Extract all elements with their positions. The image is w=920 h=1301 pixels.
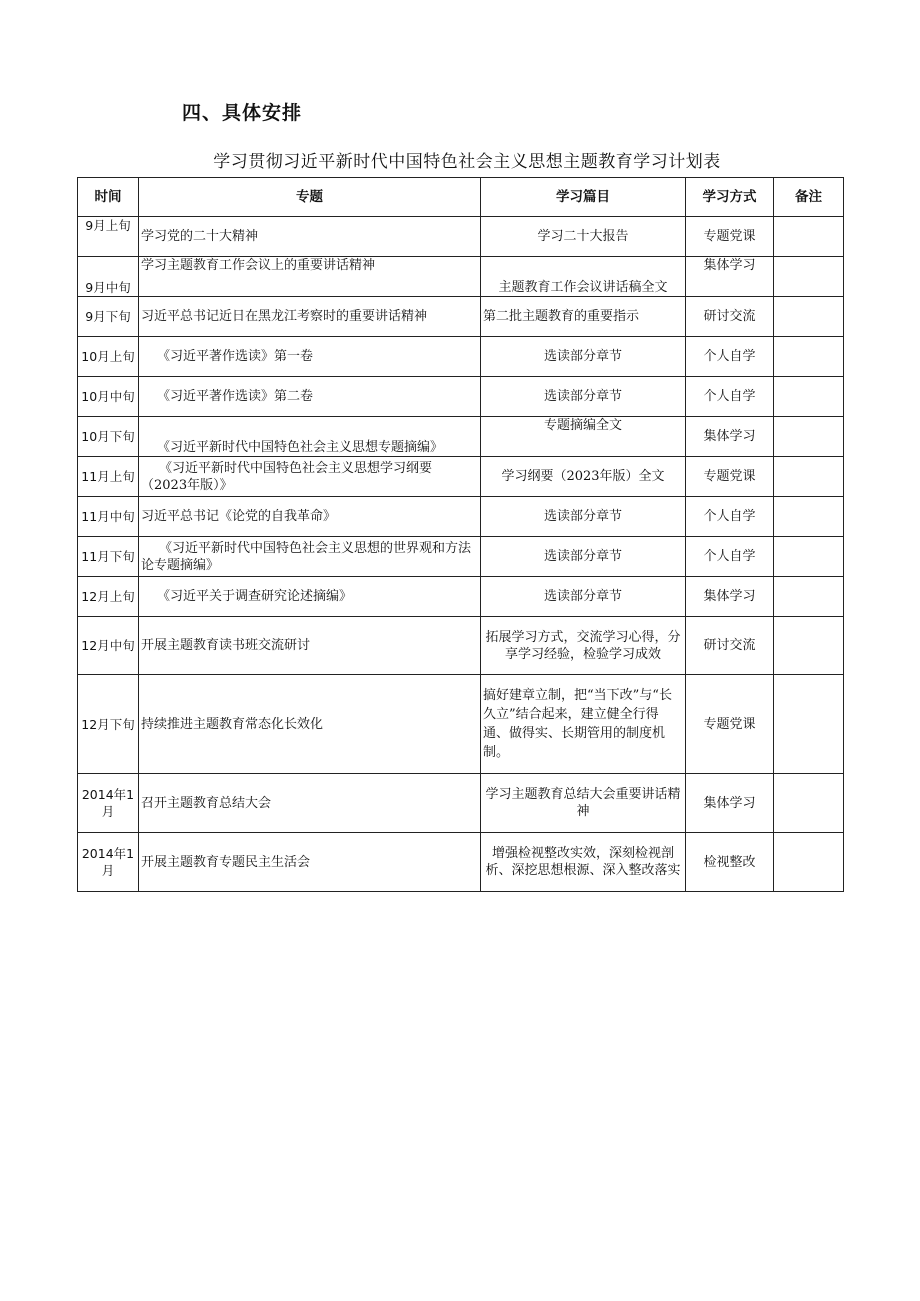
article-cell: 学习纲要（2023年版）全文 [481, 457, 686, 497]
mode-cell: 个人自学 [686, 377, 774, 417]
mode-cell: 研讨交流 [686, 297, 774, 337]
topic-cell: 《习近平著作选读》第二卷 [139, 377, 481, 417]
article-cell: 选读部分章节 [481, 497, 686, 537]
col-header-article: 学习篇目 [481, 178, 686, 217]
topic-cell: 习近平总书记近日在黑龙江考察时的重要讲话精神 [139, 297, 481, 337]
topic-cell: 《习近平关于调查研究论述摘编》 [139, 577, 481, 617]
mode-cell: 专题党课 [686, 675, 774, 774]
mode-cell: 集体学习 [686, 417, 774, 457]
note-cell [774, 297, 844, 337]
topic-cell: 持续推进主题教育常态化长效化 [139, 675, 481, 774]
table-header-row [78, 178, 844, 217]
note-cell [774, 617, 844, 675]
table-row [78, 217, 844, 257]
topic-cell: 《习近平新时代中国特色社会主义思想学习纲要（2023年版）》 [139, 457, 481, 497]
note-cell [774, 417, 844, 457]
table-row [78, 774, 844, 833]
table-row [78, 337, 844, 377]
time-cell: 10月中旬 [78, 377, 139, 417]
time-cell: 11月下旬 [78, 537, 139, 577]
table-row [78, 833, 844, 892]
section-heading: 四、具体安排 [182, 102, 303, 124]
article-cell: 专题摘编全文 [481, 417, 686, 457]
table-row [78, 617, 844, 675]
topic-cell: 《习近平著作选读》第一卷 [139, 337, 481, 377]
time-cell: 2014年1月 [78, 774, 139, 833]
article-cell: 主题教育工作会议讲话稿全文 [481, 257, 686, 297]
time-cell: 9月上旬 [78, 217, 139, 257]
time-cell: 11月中旬 [78, 497, 139, 537]
time-cell: 11月上旬 [78, 457, 139, 497]
article-cell: 第二批主题教育的重要指示 [481, 297, 686, 337]
time-cell: 9月下旬 [78, 297, 139, 337]
note-cell [774, 497, 844, 537]
article-cell: 增强检视整改实效，深刻检视剖析、深挖思想根源、深入整改落实 [481, 833, 686, 892]
mode-cell: 个人自学 [686, 537, 774, 577]
note-cell [774, 675, 844, 774]
table-row [78, 297, 844, 337]
article-cell: 搞好建章立制，把“当下改”与“长久立”结合起来，建立健全行得通、做得实、长期管用的制度机制。 [481, 675, 686, 774]
mode-cell: 检视整改 [686, 833, 774, 892]
article-cell: 选读部分章节 [481, 337, 686, 377]
note-cell [774, 537, 844, 577]
table-row [78, 257, 844, 297]
topic-cell: 《习近平新时代中国特色社会主义思想的世界观和方法论专题摘编》 [139, 537, 481, 577]
col-header-time: 时间 [78, 178, 139, 217]
topic-cell: 习近平总书记《论党的自我革命》 [139, 497, 481, 537]
table-row [78, 417, 844, 457]
note-cell [774, 774, 844, 833]
article-cell: 选读部分章节 [481, 537, 686, 577]
topic-cell: 《习近平新时代中国特色社会主义思想专题摘编》 [139, 417, 481, 457]
mode-cell: 集体学习 [686, 577, 774, 617]
article-cell: 选读部分章节 [481, 577, 686, 617]
mode-cell: 专题党课 [686, 457, 774, 497]
mode-cell: 专题党课 [686, 217, 774, 257]
mode-cell: 个人自学 [686, 337, 774, 377]
note-cell [774, 577, 844, 617]
article-cell: 选读部分章节 [481, 377, 686, 417]
topic-cell: 召开主题教育总结大会 [139, 774, 481, 833]
time-cell: 2014年1月 [78, 833, 139, 892]
study-plan-table [77, 177, 844, 892]
note-cell [774, 217, 844, 257]
topic-cell: 学习主题教育工作会议上的重要讲话精神 [139, 257, 481, 297]
note-cell [774, 833, 844, 892]
table-row [78, 577, 844, 617]
time-cell: 12月上旬 [78, 577, 139, 617]
time-cell: 10月下旬 [78, 417, 139, 457]
table-row [78, 377, 844, 417]
note-cell [774, 257, 844, 297]
col-header-topic: 专题 [139, 178, 481, 217]
article-cell: 拓展学习方式，交流学习心得，分享学习经验，检验学习成效 [481, 617, 686, 675]
mode-cell: 集体学习 [686, 257, 774, 297]
article-cell: 学习二十大报告 [481, 217, 686, 257]
topic-cell: 开展主题教育读书班交流研讨 [139, 617, 481, 675]
time-cell: 10月上旬 [78, 337, 139, 377]
time-cell: 12月下旬 [78, 675, 139, 774]
note-cell [774, 337, 844, 377]
note-cell [774, 377, 844, 417]
col-header-mode: 学习方式 [686, 178, 774, 217]
table-row [78, 457, 844, 497]
mode-cell: 集体学习 [686, 774, 774, 833]
table-row [78, 497, 844, 537]
time-cell: 12月中旬 [78, 617, 139, 675]
note-cell [774, 457, 844, 497]
table-row [78, 537, 844, 577]
table-title: 学习贯彻习近平新时代中国特色社会主义思想主题教育学习计划表 [213, 152, 721, 172]
topic-cell: 学习党的二十大精神 [139, 217, 481, 257]
col-header-note: 备注 [774, 178, 844, 217]
topic-cell: 开展主题教育专题民主生活会 [139, 833, 481, 892]
mode-cell: 个人自学 [686, 497, 774, 537]
time-cell: 9月中旬 [78, 257, 139, 297]
table-row [78, 675, 844, 774]
article-cell: 学习主题教育总结大会重要讲话精神 [481, 774, 686, 833]
mode-cell: 研讨交流 [686, 617, 774, 675]
